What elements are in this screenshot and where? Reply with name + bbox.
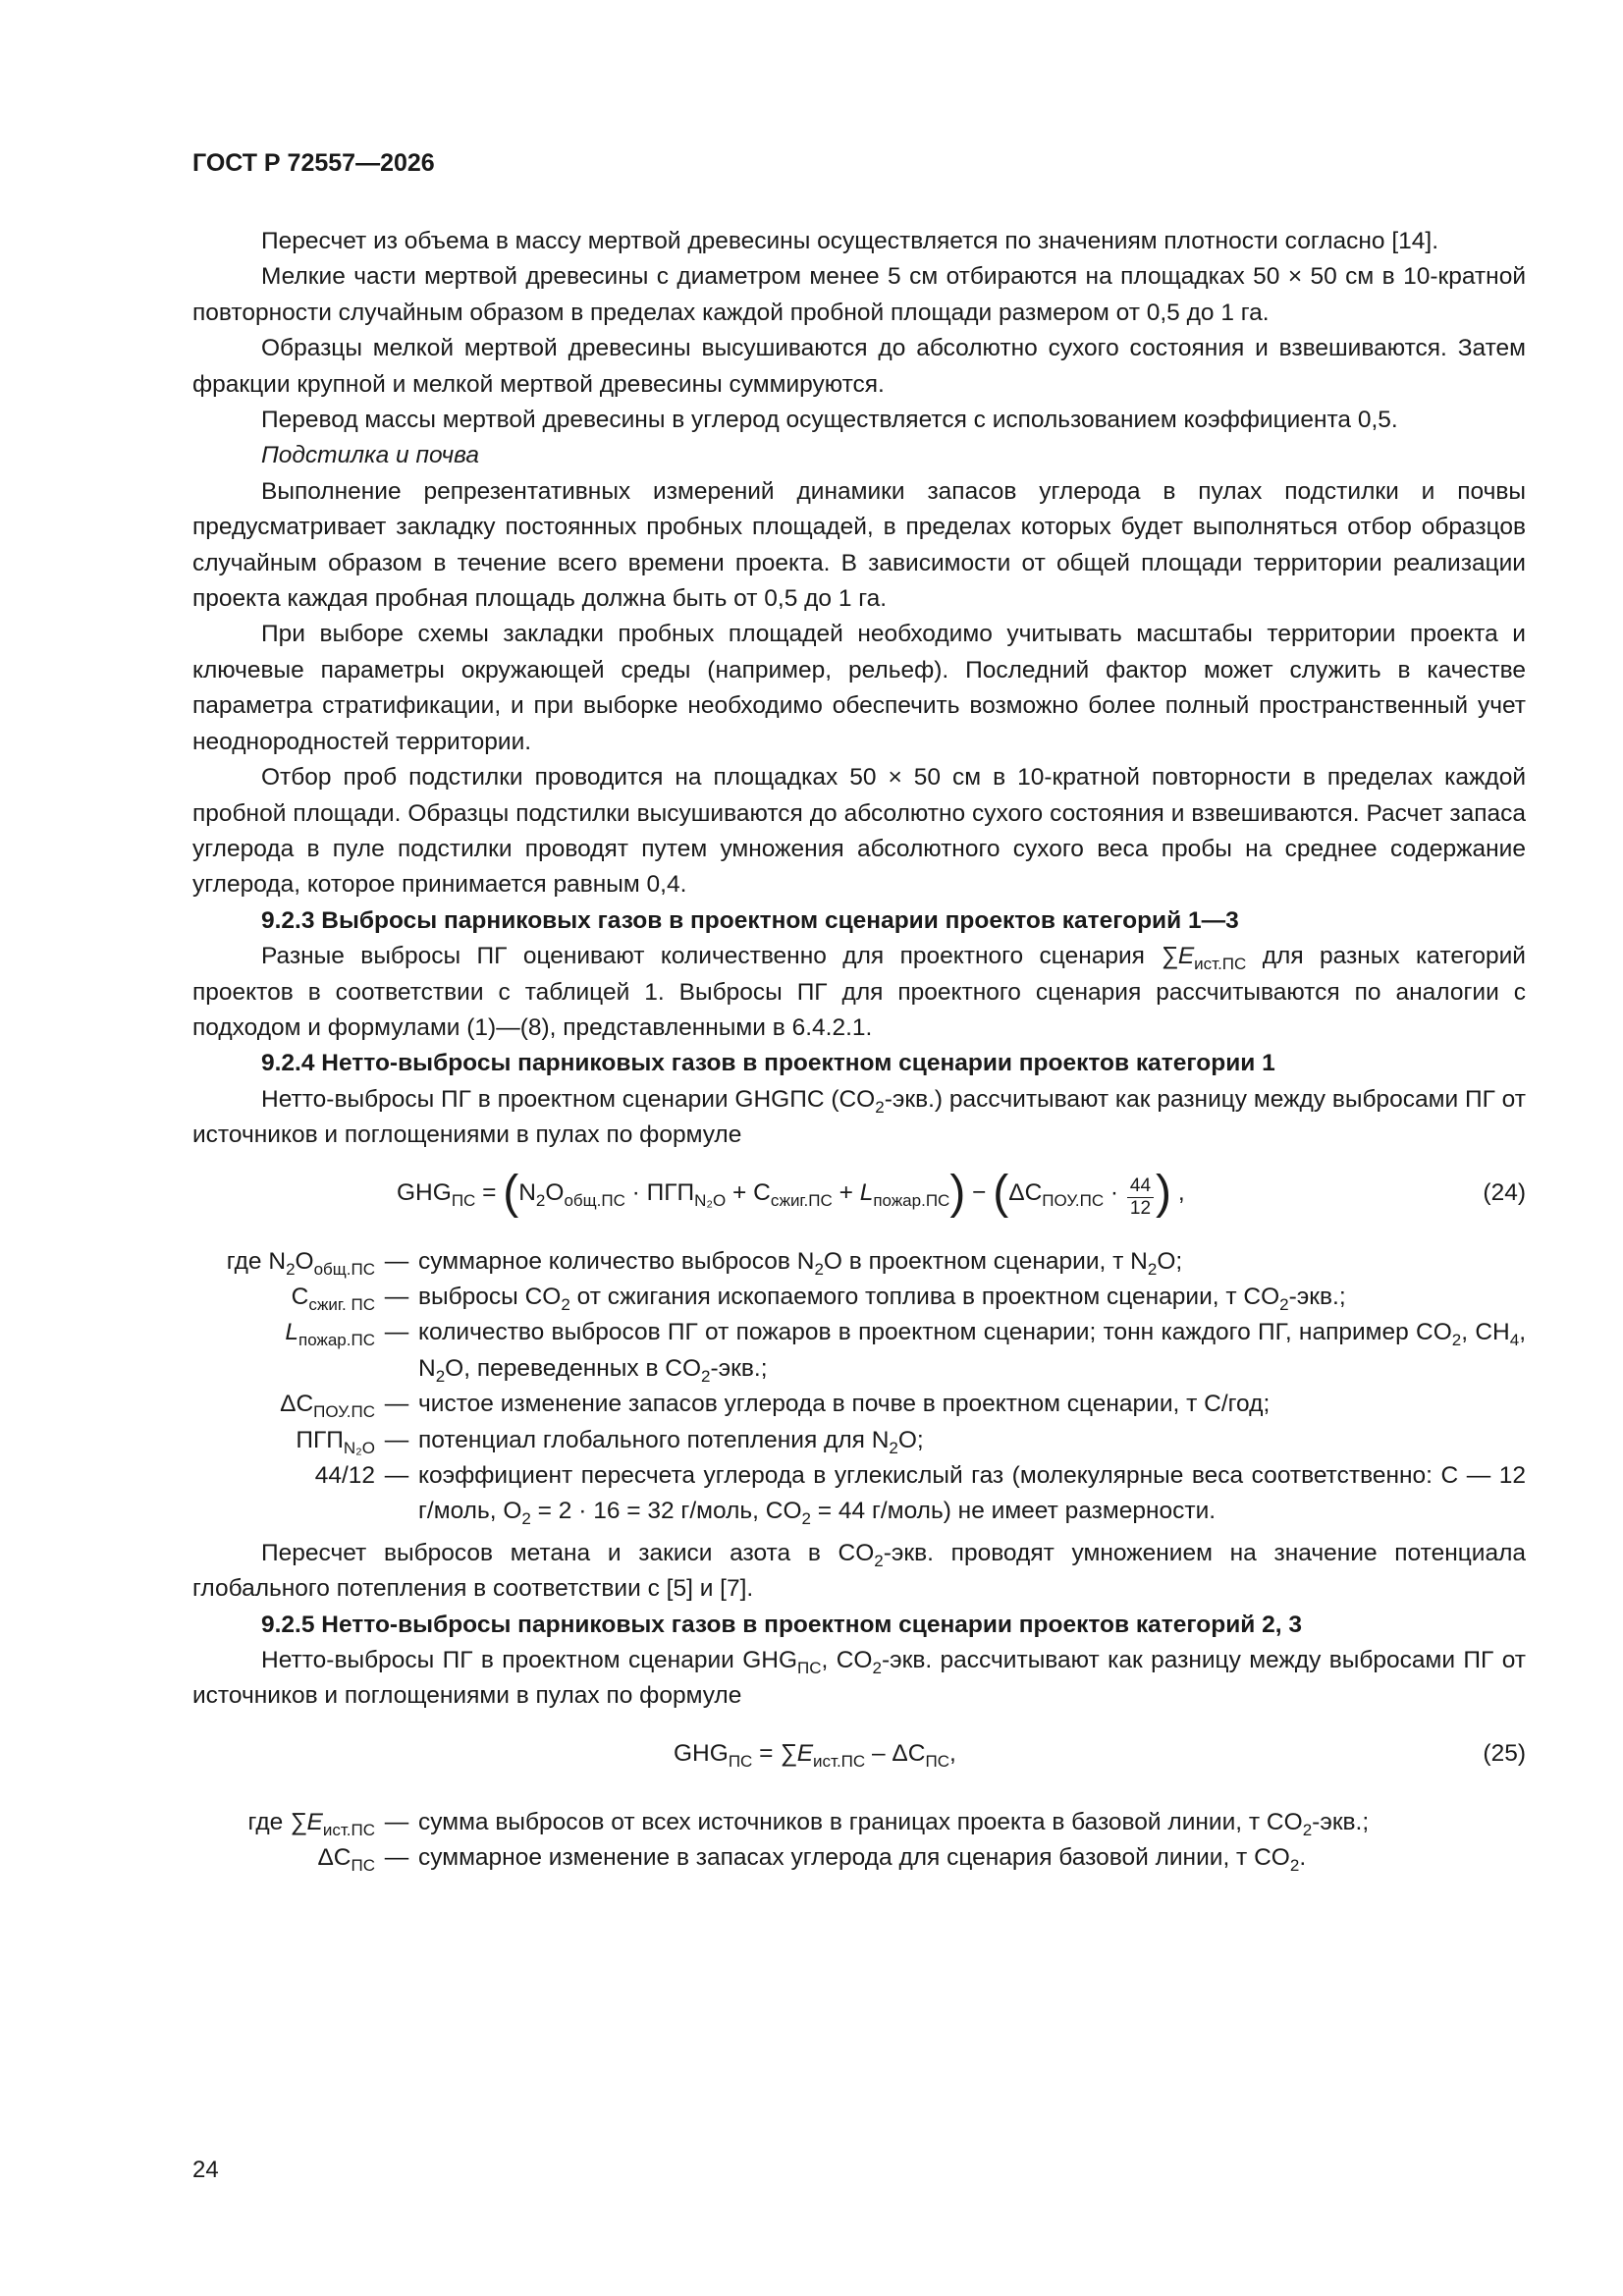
where-definition: количество выбросов ПГ от пожаров в проектном сценарии; тонн каждого ПГ, например $CO_2$, $CH_4$, $N_2O$, переведенных в $CO_2$-экв.; xyxy=(418,1319,1526,1386)
document-header: ГОСТ Р 72557—2026 xyxy=(192,149,435,177)
where-definition: чистое изменение запасов углерода в почве в проектном сценарии, т С/год; xyxy=(418,1391,1271,1418)
where-dash: — xyxy=(384,1319,409,1346)
text-run: для разных категорий проектов в соответствии с таблицей 1. Выбросы ПГ для проектного сценария рассчитываются по аналогии с подходом и формулами (1)—(8), представленными в 6.4.2.1. xyxy=(192,943,1526,1041)
where-definition: сумма выбросов от всех источников в границах проекта в базовой линии, т $CO_2$-экв.; xyxy=(418,1808,1370,1839)
formula-term: C xyxy=(753,1178,771,1206)
sum-symbol: ∑E xyxy=(1161,943,1195,970)
close-paren-icon: ) xyxy=(1156,1166,1172,1219)
paragraph: Перевод массы мертвой древесины в углерод осуществляется с использованием коэффициента 0,5. xyxy=(261,407,1398,434)
formula-number: (25) xyxy=(1483,1739,1526,1767)
formula-25 xyxy=(192,1726,1526,1791)
open-paren-icon: ( xyxy=(993,1166,1009,1219)
where-dash: — xyxy=(384,1808,409,1835)
subscript: общ.ПС xyxy=(564,1190,625,1210)
subscript: пожар.ПС xyxy=(873,1190,950,1210)
subheading-litter-soil: Подстилка и почва xyxy=(261,442,480,469)
formula-term: GHG xyxy=(397,1178,452,1206)
fraction-numerator: 44 xyxy=(1127,1175,1154,1198)
section-heading-9-2-5: 9.2.5 Нетто-выбросы парниковых газов в проектном сценарии проектов категорий 2, 3 xyxy=(261,1611,1303,1638)
subscript: ПОУ.ПС xyxy=(1042,1190,1105,1210)
text-run: -экв.) рассчитывают как разницу между выбросами ПГ от источников и поглощениями в пулах по формуле xyxy=(192,1085,1526,1149)
where-dash: — xyxy=(384,1283,409,1310)
formula-term: N xyxy=(518,1178,536,1206)
paragraph: Выполнение репрезентативных измерений динамики запасов углерода в пулах подстилки и почвы предусматривает закладку постоянных пробных площадей, в пределах которых будет выполняться отбор образцов случайным образом в течение всего времени проекта. В зависимости от общей площади территории реализации проекта каждая пробная площадь должна быть от 0,5 до 1 га. xyxy=(192,477,1526,613)
subscript: 2 xyxy=(875,1097,885,1117)
subscript: ист.ПС xyxy=(1194,955,1247,974)
paragraph xyxy=(192,939,1526,1046)
formula-term: L xyxy=(859,1178,874,1206)
where-dash: — xyxy=(384,1391,409,1418)
where-dash: — xyxy=(384,1426,409,1453)
minus-sign: − xyxy=(965,1178,994,1206)
where-dash: — xyxy=(384,1247,409,1275)
equals-sign: = xyxy=(475,1178,504,1206)
where-symbol: $ПГП_{N_2O}$ xyxy=(296,1426,375,1457)
close-paren-icon: ) xyxy=(949,1166,966,1219)
where-symbol: 44/12 xyxy=(314,1462,375,1489)
paragraph xyxy=(192,1082,1526,1154)
where-definition: выбросы $CO_2$ от сжигания ископаемого топлива в проектном сценарии, т $CO_2$-экв.; xyxy=(418,1283,1346,1314)
where-dash: — xyxy=(384,1462,409,1489)
section-heading-9-2-3: 9.2.3 Выбросы парниковых газов в проектном сценарии проектов категорий 1—3 xyxy=(261,906,1239,934)
formula-comma: , xyxy=(1171,1178,1185,1206)
where-symbol: $\Delta C_{ПС}$ xyxy=(317,1844,375,1876)
where-symbol: $\Delta C_{ПОУ.ПС}$ xyxy=(280,1391,375,1422)
where-symbol: $L_{пожар.ПС}$ xyxy=(285,1319,375,1350)
plus-sign: + xyxy=(726,1178,754,1206)
page-number: 24 xyxy=(192,2157,219,2183)
plus-sign: + xyxy=(832,1178,860,1206)
where-definition: суммарное количество выбросов $N_2O$ в проектном сценарии, т $N_2O$; xyxy=(418,1247,1183,1279)
dot-operator: · xyxy=(1104,1178,1125,1206)
formula-term: O xyxy=(545,1178,565,1206)
where-label: где xyxy=(226,1247,262,1275)
text-run: Нетто-выбросы ПГ в проектном сценарии GHGПС (CO xyxy=(261,1085,876,1113)
paragraph: Нетто-выбросы ПГ в проектном сценарии $GHG_{ПС}$, $CO_2$-экв. рассчитывают как разницу между выбросами ПГ от источников и поглощениями в пулах по формуле xyxy=(192,1647,1527,1710)
section-heading-9-2-4: 9.2.4 Нетто-выбросы парниковых газов в проектном сценарии проектов категории 1 xyxy=(261,1050,1275,1077)
formula-number: (24) xyxy=(1483,1178,1526,1206)
subscript: N₂O xyxy=(694,1190,727,1210)
where-symbol: где $N_2O_{общ.ПС}$ xyxy=(226,1247,375,1279)
where-definition: коэффициент пересчета углерода в углекислый газ (молекулярные веса соответственно: С — 12 г/моль, $O_2 = 2 \cdot 16 = 32$ г/моль, $CO_2 = 44$ г/моль) не имеет размерности. xyxy=(418,1462,1526,1529)
paragraph: Мелкие части мертвой древесины с диаметром менее 5 см отбираются на площадках 50 × 50 см в 10-кратной повторности случайным образом в пределах каждой пробной площади размером от 0,5 до 1 га. xyxy=(192,263,1526,326)
paragraph: Пересчет из объема в массу мертвой древесины осуществляется по значениям плотности согласно [14]. xyxy=(261,228,1439,254)
formula-expression: $GHG_{ПС} = \sum E_{ист.ПС} - \Delta C_{ПС}$, xyxy=(674,1739,956,1771)
paragraph: При выборе схемы закладки пробных площадей необходимо учитывать масштабы территории проекта и ключевые параметры окружающей среды (например, рельеф). Последний фактор может служить в качестве параметра стратификации, и при выборке необходимо обеспечить возможно более полный пространственный учет неоднородностей территории. xyxy=(192,621,1526,755)
subscript: 2 xyxy=(535,1190,546,1210)
paragraph: Отбор проб подстилки проводится на площадках 50 × 50 см в 10-кратной повторности в пределах каждой пробной площади. Образцы подстилки высушиваются до абсолютно сухого состояния и взвешиваются. Расчет запаса углерода в пуле подстилки проводят путем умножения абсолютного сухого веса пробы на среднее содержание углерода, которое принимается равным 0,4. xyxy=(192,764,1526,899)
formula-term: ΔC xyxy=(1008,1178,1043,1206)
fraction-denominator: 12 xyxy=(1129,1197,1152,1219)
paragraph: Образцы мелкой мертвой древесины высушиваются до абсолютно сухого состояния и взвешиваются. Затем фракции крупной и мелкой мертвой древесины суммируются. xyxy=(192,335,1526,398)
subscript: сжиг.ПС xyxy=(770,1190,833,1210)
where-list-25 xyxy=(192,1805,1526,1877)
dot-operator: · xyxy=(624,1178,647,1206)
where-symbol: где $\sum E_{ист.ПС}$ xyxy=(247,1808,375,1839)
document-body xyxy=(192,224,1526,1883)
fraction xyxy=(1127,1175,1154,1220)
formula-expression xyxy=(397,1166,1185,1220)
formula-24 xyxy=(192,1166,1526,1230)
formula-term: ПГП xyxy=(646,1178,695,1206)
subheading-paragraph xyxy=(192,438,1526,473)
where-symbol: $C_{сжиг. ПС}$ xyxy=(291,1283,375,1314)
paragraph: Пересчет выбросов метана и закиси азота в $CO_2$-экв. проводят умножением на значение потенциала глобального потепления в соответствии с [5] и [7]. xyxy=(192,1539,1526,1603)
where-dash: — xyxy=(384,1844,409,1872)
subscript: ПС xyxy=(451,1190,476,1210)
text-run: Разные выбросы ПГ оценивают количественно для проектного сценария xyxy=(261,943,1162,970)
open-paren-icon: ( xyxy=(503,1166,519,1219)
where-definition: суммарное изменение в запасах углерода для сценария базовой линии, т $CO_2$. xyxy=(418,1844,1307,1876)
where-list-24 xyxy=(192,1244,1526,1530)
where-definition: потенциал глобального потепления для $N_2O$; xyxy=(418,1426,924,1457)
